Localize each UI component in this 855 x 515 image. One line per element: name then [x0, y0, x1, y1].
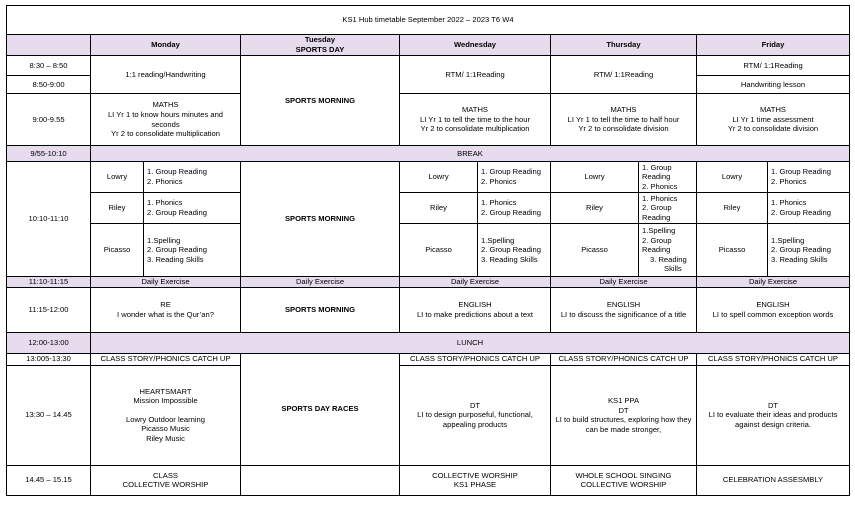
thu-worship-cell — [551, 465, 697, 495]
activity-line: Reading — [642, 245, 671, 255]
maths-yr1: LI Yr 1 to know hours minutes and seconds — [107, 109, 224, 129]
row-picasso — [7, 224, 850, 277]
mon-re-cell — [91, 287, 241, 332]
activity-line: 1.Spelling — [147, 235, 181, 245]
re-label: RE — [160, 300, 171, 309]
group-picasso: Picasso — [91, 224, 144, 277]
wed-riley-activities — [478, 193, 551, 224]
fri-class-story: CLASS STORY/PHONICS CATCH UP — [697, 353, 850, 365]
day-header-friday: Friday — [697, 35, 850, 56]
activity-line: 3. Reading — [650, 254, 687, 264]
tue-empty-cell — [241, 465, 400, 495]
fri-assembly-cell: CELEBRATION ASSESMBLY — [697, 465, 850, 495]
activity-line: 2. Phonics — [481, 177, 517, 186]
worship-line: COLLECTIVE WORSHIP — [580, 480, 667, 490]
activity-line: 2. Group Reading — [147, 208, 207, 217]
day-header-tuesday — [241, 35, 400, 56]
maths-yr2: Yr 2 to consolidate multiplication — [420, 124, 530, 134]
maths-label: MATHS — [610, 105, 637, 115]
activity-line: 3. Reading Skills — [771, 254, 828, 264]
activity-line: 1. Group Reading — [147, 167, 207, 177]
tue-sports-day-races: SPORTS DAY RACES — [241, 353, 400, 465]
wed-dt-cell — [400, 365, 551, 465]
activity-line: 2. Group — [642, 235, 672, 245]
maths-label: MATHS — [152, 100, 179, 110]
mon-pm-line: HEARTSMART — [139, 386, 192, 396]
activity-line: 2. Group Reading — [147, 245, 207, 255]
maths-yr2: Yr 2 to consolidate multiplication — [111, 129, 220, 139]
group-lowry: Lowry — [697, 162, 768, 193]
activity-line: 1. Phonics — [481, 198, 517, 208]
wed-english-cell — [400, 287, 551, 332]
fri-english-cell — [697, 287, 850, 332]
mon-lowry-activities — [144, 162, 241, 193]
row-1115 — [7, 287, 850, 332]
time-header — [7, 35, 91, 56]
activity-line: 2. Group Reading — [771, 245, 831, 255]
fri-maths-cell — [697, 94, 850, 146]
dt-li: LI to evaluate their ideas and products against design criteria. — [708, 410, 838, 429]
wed-rtm-cell: RTM/ 1:1Reading — [400, 56, 551, 94]
worship-line: KS1 PHASE — [453, 480, 497, 490]
fri-exercise: Daily Exercise — [697, 277, 850, 288]
ppa-label: KS1 PPA — [607, 395, 640, 405]
thu-english-cell — [551, 287, 697, 332]
thu-exercise: Daily Exercise — [551, 277, 697, 288]
activity-line: 1. Group — [642, 162, 672, 172]
fri-lowry-activities — [768, 162, 850, 193]
activity-line: 2. Group — [642, 203, 672, 213]
group-picasso: Picasso — [551, 224, 639, 277]
thu-maths-cell — [551, 94, 697, 146]
mon-class-story: CLASS STORY/PHONICS CATCH UP — [91, 353, 241, 365]
row-1300 — [7, 353, 850, 365]
group-lowry: Lowry — [400, 162, 478, 193]
english-label: ENGLISH — [606, 300, 641, 309]
row-1330 — [7, 365, 850, 465]
dt-label: DT — [767, 400, 779, 410]
lunch-cell: LUNCH — [91, 332, 850, 353]
english-label: ENGLISH — [756, 300, 790, 309]
mon-pm-line: Picasso Music — [141, 424, 190, 434]
day-header-monday: Monday — [91, 35, 241, 56]
english-label: ENGLISH — [458, 300, 492, 309]
activity-line: 1.Spelling — [771, 235, 805, 245]
wed-picasso-activities — [478, 224, 551, 277]
mon-maths-cell — [91, 94, 241, 146]
wed-class-story: CLASS STORY/PHONICS CATCH UP — [400, 353, 551, 365]
day-header-wednesday: Wednesday — [400, 35, 551, 56]
group-picasso: Picasso — [400, 224, 478, 277]
row-0900 — [7, 94, 850, 146]
worship-line: COLLECTIVE WORSHIP — [432, 470, 518, 480]
group-riley: Riley — [697, 193, 768, 224]
activity-line: 1.Spelling — [642, 226, 676, 236]
day-header-tuesday-label: Tuesday — [304, 35, 336, 45]
row-lunch — [7, 332, 850, 353]
re-li: I wonder what is the Qur’an? — [117, 309, 214, 319]
english-li: LI to spell common exception words — [712, 309, 834, 319]
time-cell: 9/55-10:10 — [7, 146, 91, 162]
row-0830 — [7, 56, 850, 76]
english-li: LI to discuss the significance of a title — [560, 309, 687, 319]
activity-line: 1. Phonics — [771, 198, 807, 208]
mon-worship-cell — [91, 465, 241, 495]
thu-picasso-activities — [639, 224, 697, 277]
time-cell: 11:10-11:15 — [7, 277, 91, 288]
group-picasso: Picasso — [697, 224, 768, 277]
tue-sports-morning-2: SPORTS MORNING — [241, 162, 400, 277]
row-1445 — [7, 465, 850, 495]
group-lowry: Lowry — [551, 162, 639, 193]
mon-pm-line: Mission Impossible — [133, 396, 198, 406]
wed-lowry-activities — [478, 162, 551, 193]
row-riley — [7, 193, 850, 224]
row-daily-exercise — [7, 277, 850, 288]
row-break — [7, 146, 850, 162]
worship-line: WHOLE SCHOOL SINGING — [575, 470, 672, 480]
day-header-tuesday-sub: SPORTS DAY — [295, 45, 345, 54]
maths-label: MATHS — [461, 105, 488, 115]
activity-line: 1.Spelling — [481, 235, 515, 245]
activity-line: 2. Phonics — [771, 177, 807, 186]
activity-line: 1. Group Reading — [771, 167, 831, 177]
thu-rtm-cell: RTM/ 1:1Reading — [551, 56, 697, 94]
wed-exercise: Daily Exercise — [400, 277, 551, 288]
maths-yr2: Yr 2 to consolidate division — [578, 124, 669, 134]
fri-handwriting-cell: Handwriting lesson — [697, 76, 850, 94]
activity-line: Reading — [642, 172, 671, 182]
dt-label: DT — [618, 405, 629, 415]
page-title: KS1 Hub timetable September 2022 – 2023 T6 W4 — [7, 6, 850, 35]
thu-lowry-activities — [639, 162, 697, 193]
mon-exercise: Daily Exercise — [91, 277, 241, 288]
activity-line: Skills — [664, 264, 682, 274]
group-riley: Riley — [91, 193, 144, 224]
break-cell: BREAK — [91, 146, 850, 162]
wed-worship-cell — [400, 465, 551, 495]
fri-picasso-activities — [768, 224, 850, 277]
maths-yr1: LI Yr 1 to tell the time to half hour — [567, 114, 680, 124]
time-cell: 8:50-9:00 — [7, 76, 91, 94]
day-header-thursday: Thursday — [551, 35, 697, 56]
mon-reading-cell: 1:1 reading/Handwriting — [91, 56, 241, 94]
fri-rtm-cell: RTM/ 1:1Reading — [697, 56, 850, 76]
activity-line: 2. Group Reading — [481, 245, 541, 255]
activity-line: 3. Reading Skills — [481, 254, 538, 264]
time-cell: 9:00-9.55 — [7, 94, 91, 146]
tue-sports-morning-1: SPORTS MORNING — [241, 56, 400, 146]
mon-pm-line: Riley Music — [146, 433, 185, 443]
dt-li: LI to design purposeful, functional, appealing products — [417, 410, 533, 429]
activity-line: 1. Group Reading — [481, 167, 541, 177]
time-cell: 13:30 – 14.45 — [7, 365, 91, 465]
worship-line: COLLECTIVE WORSHIP — [122, 480, 209, 490]
maths-label: MATHS — [759, 105, 786, 115]
maths-yr1: LI Yr 1 time assessment — [732, 114, 814, 124]
activity-line: Reading — [642, 212, 671, 222]
time-cell: 12:00-13:00 — [7, 332, 91, 353]
tue-sports-morning-3: SPORTS MORNING — [241, 287, 400, 332]
worship-line: CLASS — [153, 470, 178, 480]
title-row — [7, 6, 850, 35]
wed-maths-cell — [400, 94, 551, 146]
header-row — [7, 35, 850, 56]
tue-exercise: Daily Exercise — [241, 277, 400, 288]
timetable — [6, 5, 850, 496]
activity-line: 2. Group Reading — [481, 208, 541, 217]
maths-yr1: LI Yr 1 to tell the time to the hour — [419, 114, 531, 124]
mon-pm-cell — [91, 365, 241, 465]
time-cell: 8:30 – 8:50 — [7, 56, 91, 76]
activity-line: 1. Phonics — [642, 193, 678, 203]
fri-riley-activities — [768, 193, 850, 224]
thu-class-story: CLASS STORY/PHONICS CATCH UP — [551, 353, 697, 365]
dt-label: DT — [469, 400, 481, 410]
time-cell: 14.45 – 15.15 — [7, 465, 91, 495]
activity-line: 2. Group Reading — [771, 208, 831, 217]
mon-riley-activities — [144, 193, 241, 224]
mon-picasso-activities — [144, 224, 241, 277]
time-cell: 10:10-11:10 — [7, 162, 91, 277]
group-riley: Riley — [551, 193, 639, 224]
activity-line: 2. Phonics — [642, 181, 678, 191]
activity-line: 2. Phonics — [147, 177, 183, 186]
time-cell: 11:15-12:00 — [7, 287, 91, 332]
time-cell: 13:005-13:30 — [7, 353, 91, 365]
row-lowry — [7, 162, 850, 193]
fri-dt-cell — [697, 365, 850, 465]
thu-dt-cell — [551, 365, 697, 465]
maths-yr2: Yr 2 to consolidate division — [727, 124, 819, 134]
thu-riley-activities — [639, 193, 697, 224]
group-lowry: Lowry — [91, 162, 144, 193]
activity-line: 3. Reading Skills — [147, 254, 204, 264]
dt-li: LI to build structures, exploring how they can be made stronger, — [555, 415, 692, 434]
english-li: LI to make predictions about a text — [416, 309, 534, 319]
mon-pm-line: Lowry Outdoor learning — [126, 414, 205, 424]
activity-line: 1. Phonics — [147, 198, 183, 208]
group-riley: Riley — [400, 193, 478, 224]
